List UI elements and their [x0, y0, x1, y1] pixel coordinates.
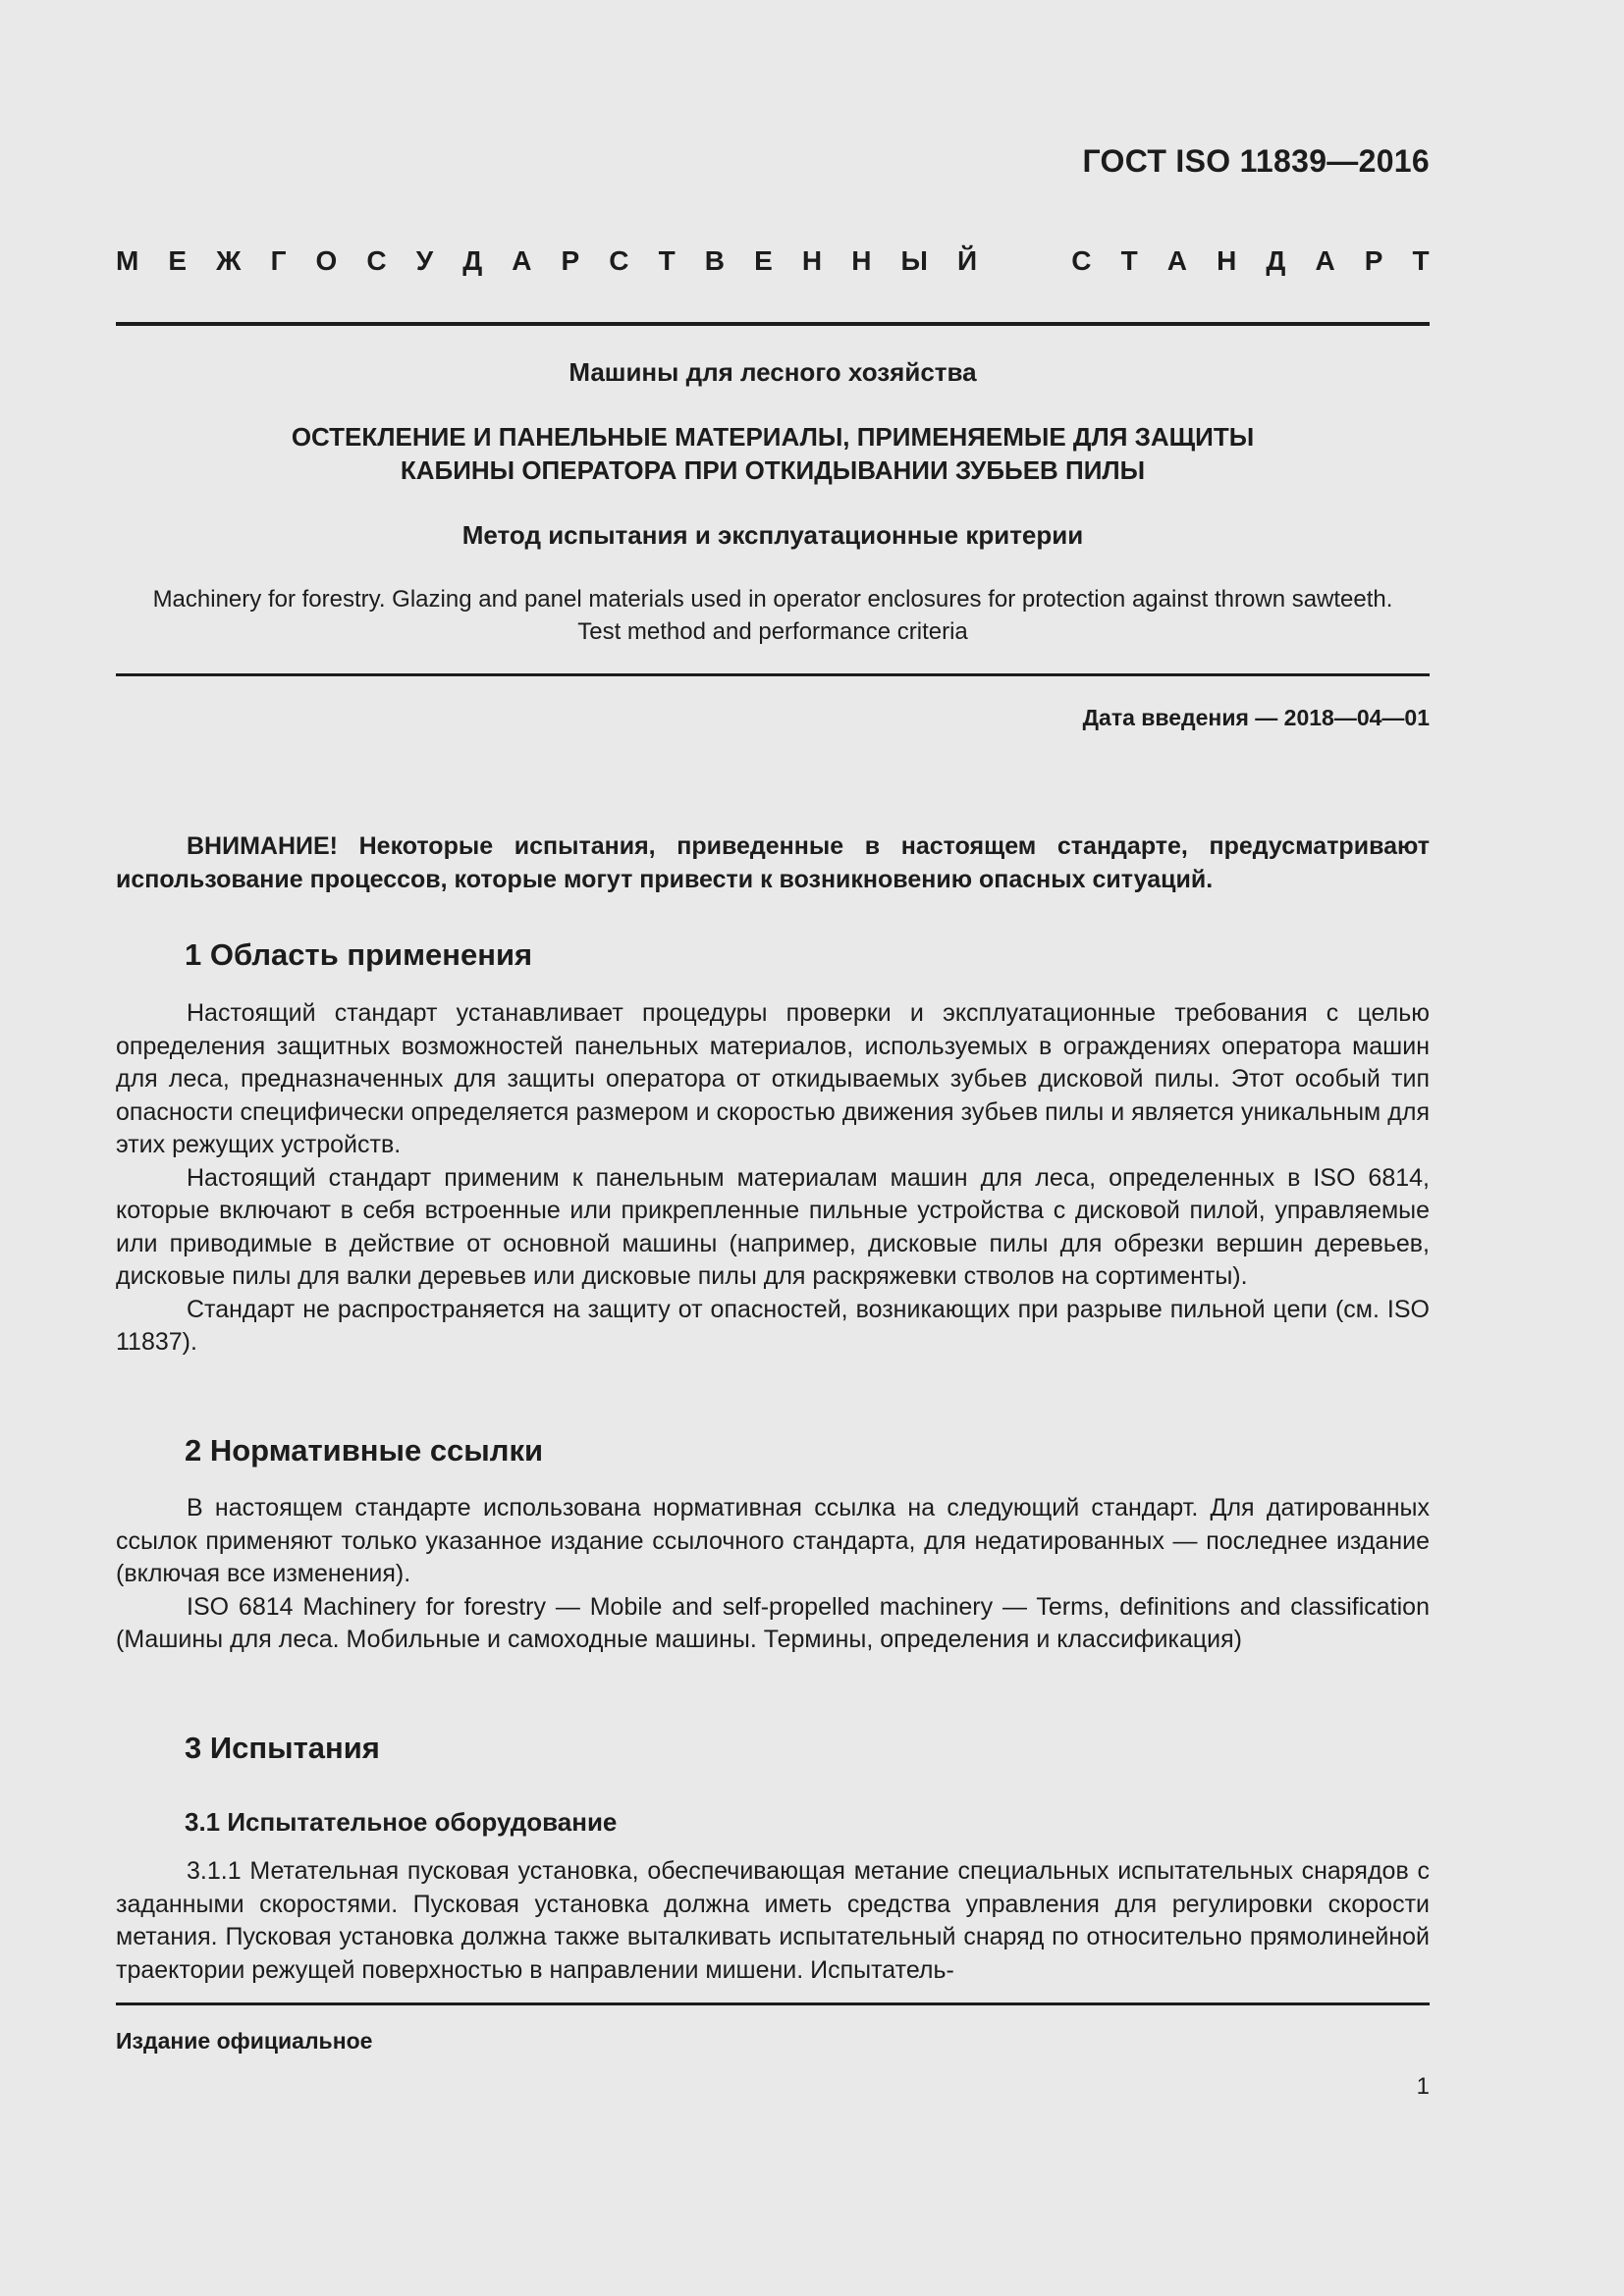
english-title-line-1: Machinery for forestry. Glazing and panel materials used in operator enclosures for protection against thrown sawteeth.	[152, 586, 1393, 613]
document-code: ГОСТ ISO 11839—2016	[1082, 143, 1430, 179]
section-1-paragraph-2: Настоящий стандарт применим к панельным материалам машин для леса, определенных в ISO 6814, которые включают в себя встроенные или прикрепленные пильные устройства с дисковой пилой, управляемые или приводимые в действие от основной машины (например, дисковые пилы для обрезки вершин деревьев, дисковые пилы для валки деревьев или дисковые пилы для раскряжевки стволов на сортименты).	[116, 1163, 1430, 1290]
section-3-heading: 3 Испытания	[185, 1731, 380, 1765]
heading-letter: Ы	[900, 245, 928, 276]
heading-letter: Н	[1217, 245, 1237, 276]
heading-letter: С	[609, 245, 629, 276]
main-title-line-1: ОСТЕКЛЕНИЕ И ПАНЕЛЬНЫЕ МАТЕРИАЛЫ, ПРИМЕНЯЕМЫЕ ДЛЯ ЗАЩИТЫ	[291, 422, 1255, 452]
heading-letter: Н	[851, 245, 872, 276]
introduction-date: Дата введения — 2018—04—01	[1082, 705, 1430, 730]
section-1-paragraph-1: Настоящий стандарт устанавливает процедуры проверки и эксплуатационные требования с целью определения защитных возможностей панельных материалов, используемых в ограждениях оператора машин для леса, предназначенных для защиты оператора от откидываемых зубьев дисковой пилы. Этот особый тип опасности специфически определяется размером и скоростью движения зубьев пилы и является уникальным для этих режущих устройств.	[116, 999, 1430, 1158]
top-divider	[116, 322, 1430, 326]
heading-letter: А	[512, 245, 532, 276]
heading-letter: М	[116, 245, 139, 276]
heading-letter: Е	[754, 245, 773, 276]
heading-letter: Н	[801, 245, 823, 276]
heading-letter: А	[1166, 245, 1188, 276]
main-title	[116, 420, 1430, 487]
section-1-paragraph-3: Стандарт не распространяется на защиту от опасностей, возникающих при разрыве пильной цепи (см. ISO 11837).	[116, 1295, 1430, 1356]
heading-letter: Ж	[216, 245, 242, 276]
section-2-body	[116, 1492, 1430, 1657]
section-3-1-heading: 3.1 Испытательное оборудование	[185, 1807, 618, 1837]
footer-divider	[116, 2002, 1430, 2005]
section-2-paragraph-1: В настоящем стандарте использована нормативная ссылка на следующий стандарт. Для датированных ссылок применяют только указанное издание ссылочного стандарта, для недатированных — последнее издание (включая все изменения).	[116, 1494, 1430, 1587]
english-title-line-2: Test method and performance criteria	[577, 618, 968, 645]
section-1-heading: 1 Область применения	[185, 937, 533, 972]
heading-letter: С	[366, 245, 387, 276]
heading-letter: О	[315, 245, 338, 276]
heading-letter: Е	[168, 245, 188, 276]
subject-line: Машины для лесного хозяйства	[568, 357, 977, 387]
warning-block	[116, 830, 1430, 896]
heading-letter: Р	[1364, 245, 1383, 276]
page-number: 1	[1416, 2073, 1430, 2100]
heading-letter: В	[704, 245, 726, 276]
warning-text: ВНИМАНИЕ! Некоторые испытания, приведенные в настоящем стандарте, предусматривают использование процессов, которые могут привести к возникновению опасных ситуаций.	[116, 832, 1430, 893]
english-title	[116, 583, 1430, 648]
heading-letter: С	[1071, 245, 1092, 276]
official-edition-label: Издание официальное	[116, 2028, 373, 2054]
section-3-body	[116, 1855, 1430, 1987]
title-divider	[116, 673, 1430, 676]
heading-letter: Д	[1266, 245, 1286, 276]
word-gap	[1006, 245, 1042, 277]
heading-letter: Т	[1120, 245, 1138, 276]
heading-letter: У	[415, 245, 434, 276]
heading-letter: Й	[957, 245, 978, 276]
heading-letter: Д	[462, 245, 483, 276]
heading-letter: Т	[1412, 245, 1430, 276]
heading-letter: Р	[561, 245, 580, 276]
section-1-body	[116, 997, 1430, 1360]
heading-letter: А	[1315, 245, 1335, 276]
section-2-heading: 2 Нормативные ссылки	[185, 1433, 544, 1468]
method-subtitle: Метод испытания и эксплуатационные критерии	[461, 520, 1084, 550]
main-title-line-2: КАБИНЫ ОПЕРАТОРА ПРИ ОТКИДЫВАНИИ ЗУБЬЕВ ПИЛЫ	[400, 455, 1146, 485]
interstate-standard-heading	[116, 245, 1430, 277]
section-3-1-1-paragraph: 3.1.1 Метательная пусковая установка, обеспечивающая метание специальных испытательных снарядов с заданными скоростями. Пусковая установка должна иметь средства управления для регулировки скорости метания. Пусковая установка должна также выталкивать испытательный снаряд по относительно прямолинейной траектории режущей поверхностью в направлении мишени. Испытатель-	[116, 1857, 1430, 1984]
heading-letter: Г	[270, 245, 287, 276]
section-2-paragraph-2: ISO 6814 Machinery for forestry — Mobile and self-propelled machinery — Terms, definitions and classification (Машины для леса. Мобильные и самоходные машины. Термины, определения и классификация)	[116, 1592, 1430, 1653]
heading-letter: Т	[658, 245, 676, 276]
